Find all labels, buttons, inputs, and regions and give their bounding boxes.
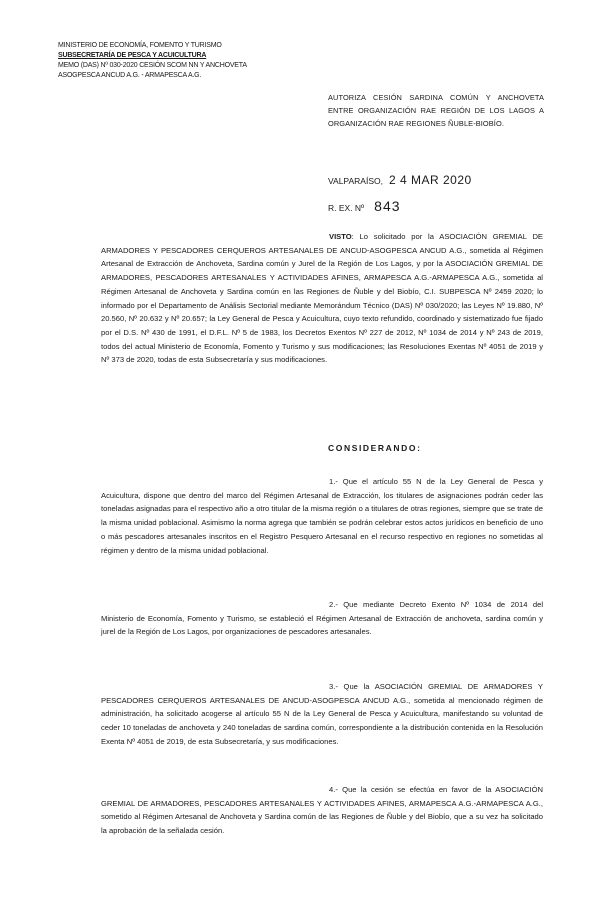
considerando-text: 2.- Que mediante Decreto Exento Nº 1034 de 2014 del Ministerio de Economía, Fomento y Turismo, se estableció el Régimen Artesanal de Extracción de anchoveta, sardina común y jurel de la Región de Los Lagos, por organizaciones de pescadores artesanales.	[101, 600, 543, 637]
considerando-paragraph	[101, 475, 543, 557]
resolution-label: R. EX. Nº	[328, 203, 365, 213]
considerando-paragraph	[101, 783, 543, 838]
letterhead	[58, 41, 258, 81]
visto-text: : Lo solicitado por la ASOCIACIÓN GREMIAL DE ARMADORES Y PESCADORES CERQUEROS ARTESANALES DE ANCUD-ASOGPESCA ANCUD A.G., sometida al Régimen Artesanal de Extracción de Anchoveta, Sardina común y Jurel de la Región de Los Lagos, y por la ASOCIACIÓN GREMIAL DE ARMADORES, PESCADORES ARTESANALES Y ACTIVIDADES AFINES, ARMAPESCA A.G.-ARMAPESCA A.G., sometida al Régimen Artesanal de Anchoveta y Sardina común en las Regiones de Ñuble y del Biobío, C.I. SUBPESCA Nº 2459 2020; lo informado por el Departamento de Análisis Sectorial mediante Memorándum Técnico (DAS) Nº 030/2020; las Leyes Nº 19.880, Nº 20.560, Nº 20.632 y Nº 20.657; la Ley General de Pesca y Acuicultura, cuyo texto refundido, coordinado y sistematizado fue fijado por el D.S. Nº 430 de 1991, el D.F.L. Nº 5 de 1983, los Decretos Exentos Nº 227 de 2012, Nº 1034 de 2014 y Nº 243 de 2019, todos del actual Ministerio de Economía, Fomento y Turismo y sus modificaciones; las Resoluciones Exentas Nº 4051 de 2019 y Nº 373 de 2020, todas de esta Subsecretaría y sus modificaciones.	[101, 232, 543, 365]
considerando-text: 3.- Que la ASOCIACIÓN GREMIAL DE ARMADORES Y PESCADORES CERQUEROS ARTESANALES DE ANCUD-ASOGPESCA ANCUD A.G., sometida al mencionado régimen de administración, ha solicitado acogerse al artículo 55 N de la Ley General de Pesca y Acuicultura, manifestando su voluntad de ceder 10 toneladas de anchoveta y 240 toneladas de sardina común, correspondiente a la distribución contenida en la Resolución Exenta Nº 4051 de 2019, de esta Subsecretaría, y sus modificaciones.	[101, 682, 543, 746]
place-and-date	[328, 173, 472, 187]
resolution-number: 843	[374, 198, 401, 214]
memo-reference: MEMO (DAS) Nº 030-2020 CESIÓN SCOM NN Y ANCHOVETA	[58, 62, 247, 69]
visto-lead: VISTO	[329, 232, 352, 241]
subsecretaria-name: SUBSECRETARÍA DE PESCA Y ACUICULTURA	[58, 52, 207, 59]
date-stamp: 2 4 MAR 2020	[388, 173, 472, 187]
organizations-reference: ASOGPESCA ANCUD A.G. - ARMAPESCA A.G.	[58, 72, 202, 79]
resolution-number-line	[328, 198, 401, 214]
place: VALPARAÍSO,	[328, 176, 383, 186]
ministry-name: MINISTERIO DE ECONOMÍA, FOMENTO Y TURISMO	[58, 42, 222, 49]
considerando-paragraph	[101, 598, 543, 639]
considerando-text: 4.- Que la cesión se efectúa en favor de la ASOCIACIÓN GREMIAL DE ARMADORES, PESCADORES ARTESANALES Y ACTIVIDADES AFINES, ARMAPESCA A.G.-ARMAPESCA A.G., sometido al Régimen Artesanal de Anchoveta y Sardina común de las Regiones de Ñuble y del Biobío, que a su vez ha solicitado la aprobación de la señalada cesión.	[101, 785, 543, 836]
visto-paragraph	[101, 230, 543, 367]
resolution-subject: AUTORIZA CESIÓN SARDINA COMÚN Y ANCHOVETA ENTRE ORGANIZACIÓN RAE REGIÓN DE LOS LAGOS A ORGANIZACIÓN RAE REGIONES ÑUBLE-BIOBÍO.	[328, 93, 544, 129]
considerando-heading: CONSIDERANDO:	[328, 443, 422, 453]
considerando-text: 1.- Que el artículo 55 N de la Ley General de Pesca y Acuicultura, dispone que dentro del marco del Régimen Artesanal de Extracción, los titulares de asignaciones podrán ceder las toneladas asignadas para el respectivo año a otro titular de la misma región o a titulares de otras regiones, siempre que se trate de la misma unidad poblacional. Asimismo la norma agrega que también se podrán celebrar estos actos jurídicos en beneficio de uno o más pescadores artesanales inscritos en el Registro Pesquero Artesanal en el recurso respectivo en regiones no sometidas al régimen y dentro de la misma unidad poblacional.	[101, 477, 543, 555]
considerando-paragraph	[101, 680, 543, 749]
